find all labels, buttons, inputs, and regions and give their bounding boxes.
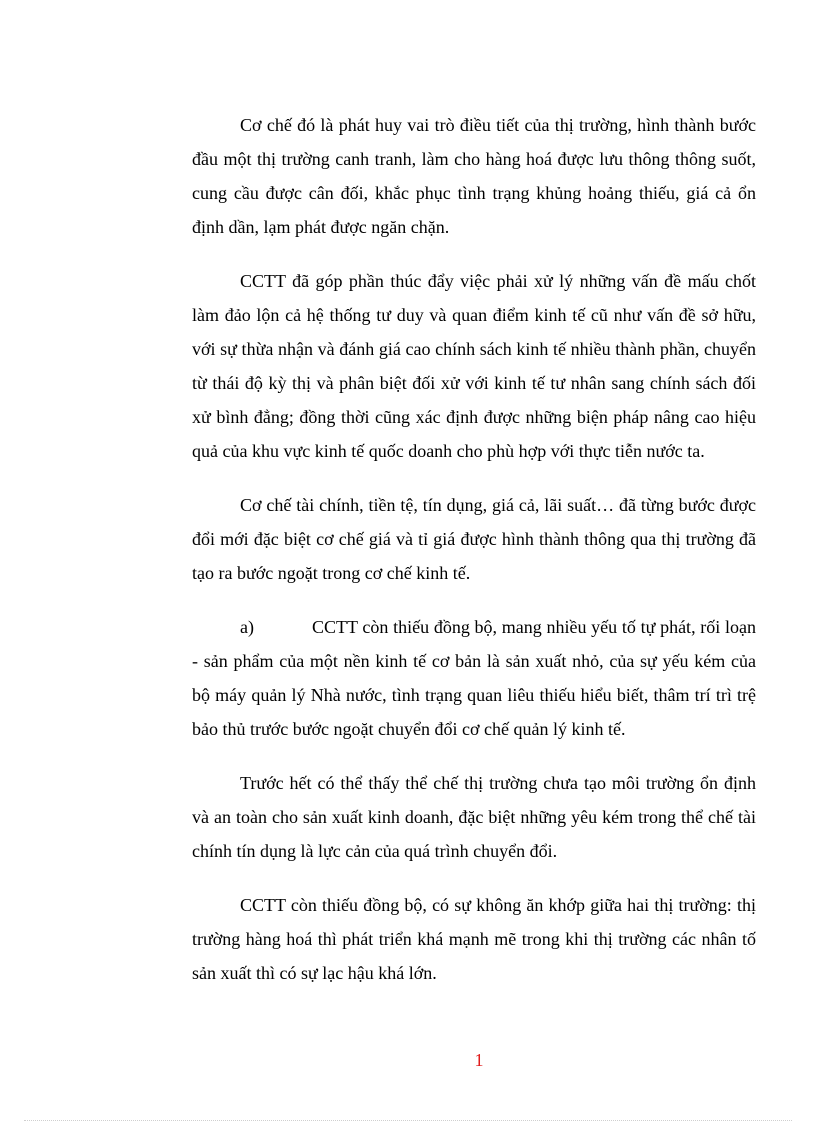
document-body — [192, 108, 756, 1010]
list-item-a — [192, 610, 756, 746]
page-number: 1 — [474, 1050, 484, 1070]
paragraph-5: CCTT còn thiếu đồng bộ, có sự không ăn khớp giữa hai thị trường: thị trường hàng hoá thì phát triển khá mạnh mẽ trong khi thị trường các nhân tố sản xuất thì có sự lạc hậu khá lớn. — [192, 895, 756, 983]
paragraph-1: Cơ chế đó là phát huy vai trò điều tiết của thị trường, hình thành bước đầu một thị trường canh tranh, làm cho hàng hoá được lưu thông thông suốt, cung cầu được cân đối, khắc phục tình trạng khủng hoảng thiếu, giá cả ổn định dần, lạm phát được ngăn chặn. — [192, 115, 756, 237]
page-divider — [24, 1120, 792, 1121]
paragraph-4: Trước hết có thể thấy thể chế thị trường chưa tạo môi trường ổn định và an toàn cho sản xuất kinh doanh, đặc biệt những yêu kém trong thể chế tài chính tín dụng là lực cản của quá trình chuyển đổi. — [192, 773, 756, 861]
paragraph-3: Cơ chế tài chính, tiền tệ, tín dụng, giá cả, lãi suất… đã từng bước được đổi mới đặc biệt cơ chế giá và tỉ giá được hình thành thông qua thị trường đã tạo ra bước ngoặt trong cơ chế kinh tế. — [192, 495, 756, 583]
paragraph-2: CCTT đã góp phần thúc đẩy việc phải xử lý những vấn đề mấu chốt làm đảo lộn cả hệ thống tư duy và quan điểm kinh tế cũ như vấn đề sở hữu, với sự thừa nhận và đánh giá cao chính sách kinh tế nhiều thành phần, chuyển từ thái độ kỳ thị và phân biệt đối xử với kinh tế tư nhân sang chính sách đối xử bình đẳng; đồng thời cũng xác định được những biện pháp nâng cao hiệu quả của khu vực kinh tế quốc doanh cho phù hợp với thực tiễn nước ta. — [192, 271, 756, 461]
list-item-text: CCTT còn thiếu đồng bộ, mang nhiều yếu tố tự phát, rối loạn - sản phẩm của một nền kinh tế cơ bản là sản xuất nhỏ, của sự yếu kém của bộ máy quản lý Nhà nước, tình trạng quan liêu thiếu hiểu biết, thâm trí trì trệ bảo thủ trước bước ngoặt chuyển đổi cơ chế quản lý kinh tế. — [192, 617, 756, 739]
list-marker: a) — [240, 617, 254, 637]
